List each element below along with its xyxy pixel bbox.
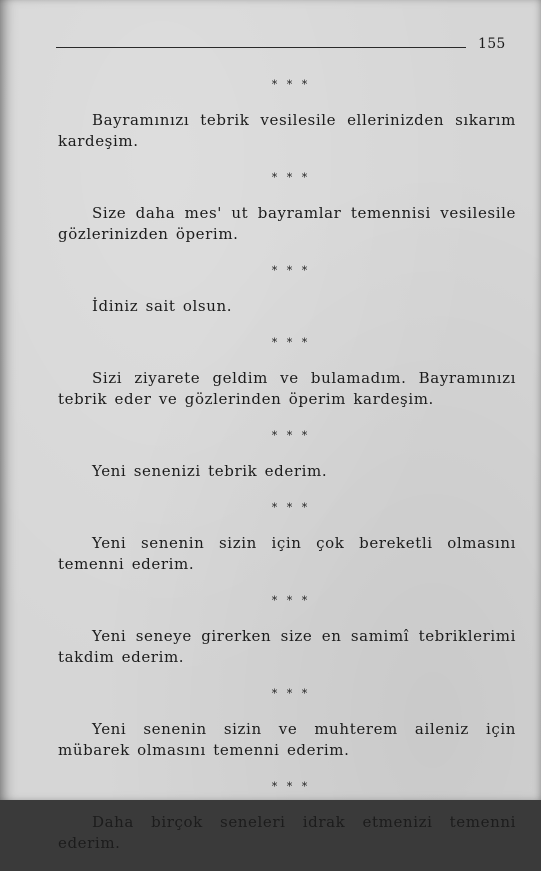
section-separator: * * * <box>271 780 311 793</box>
entry-paragraph: Bayramınızı tebrik vesilesile ellerinizden sıkarım kardeşim. <box>58 111 516 150</box>
section-separator: * * * <box>271 594 311 607</box>
entry-paragraph: Daha birçok seneleri idrak etmenizi temenni ederim. <box>58 813 516 852</box>
entry-paragraph: Yeni senenin sizin ve muhterem aileniz için mübarek olmasını temenni ederim. <box>58 720 516 759</box>
entry-paragraph: Sizi ziyarete geldim ve bulamadım. Bayramınızı tebrik eder ve gözlerinden öperim kardeşim. <box>58 369 516 408</box>
section-separator: * * * <box>271 264 311 277</box>
section-separator: * * * <box>271 501 311 514</box>
section-separator: * * * <box>271 78 311 91</box>
section-separator: * * * <box>271 687 311 700</box>
page-body <box>58 76 516 871</box>
page-number: 155 <box>478 36 506 52</box>
entry-paragraph: Size daha mes' ut bayramlar temennisi vesilesile gözlerinizden öperim. <box>58 204 516 243</box>
entry-paragraph: Yeni senenizi tebrik ederim. <box>92 462 328 480</box>
section-separator: * * * <box>271 429 311 442</box>
entry-paragraph: Yeni seneye girerken size en samimî tebriklerimi takdim ederim. <box>58 627 516 666</box>
section-separator: * * * <box>271 171 311 184</box>
entry-paragraph: Yeni senenin sizin için çok bereketli olmasını temenni ederim. <box>58 534 516 573</box>
header-rule <box>56 47 466 48</box>
entry-paragraph: İdiniz sait olsun. <box>92 297 233 315</box>
section-separator: * * * <box>271 336 311 349</box>
